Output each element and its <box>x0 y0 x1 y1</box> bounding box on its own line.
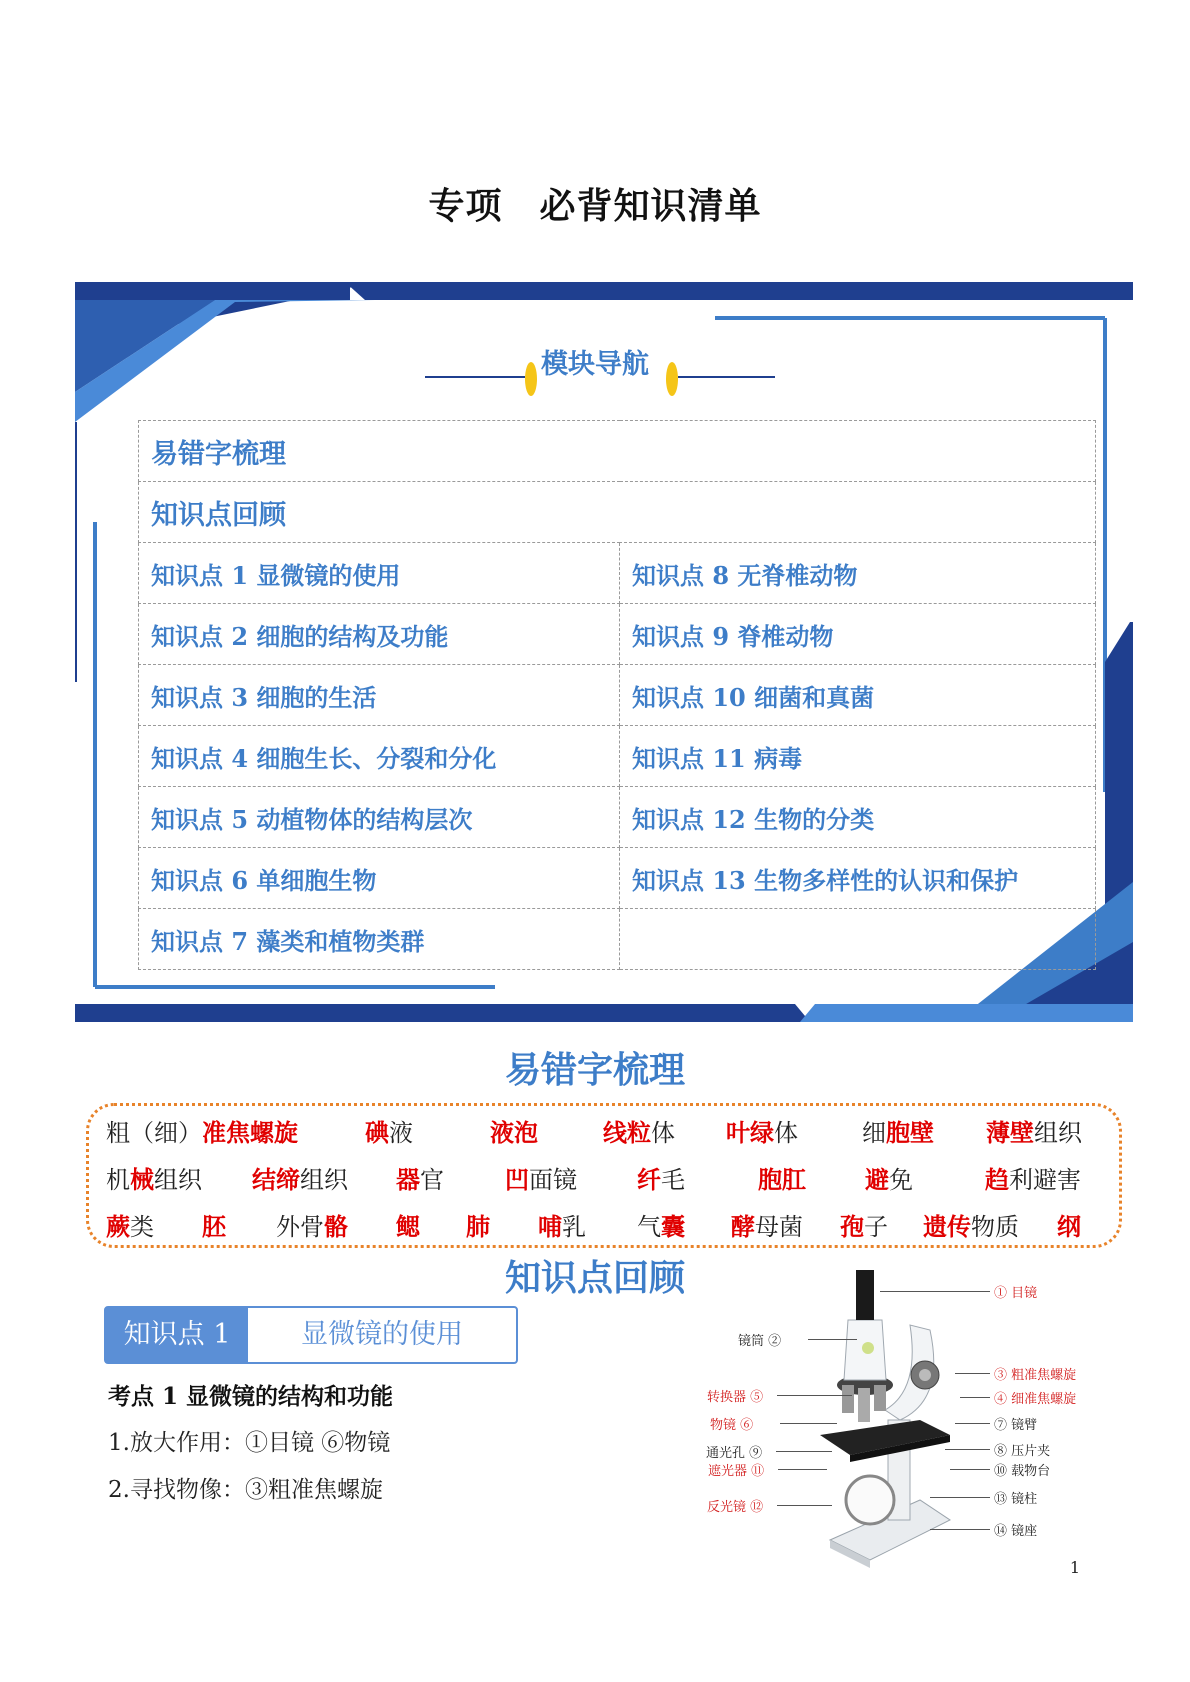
typo-word-highlight: 酵 <box>731 1212 755 1241</box>
microscope-part-label: ⑩ 载物台 <box>994 1464 1051 1479</box>
typo-word-plain: 利避害 <box>1009 1166 1081 1194</box>
typo-word <box>923 1207 1019 1242</box>
nav-link-kp5[interactable]: 知识点 5 动植物体的结构层次 <box>139 787 620 848</box>
typo-word-highlight: 薄壁 <box>986 1118 1034 1147</box>
microscope-part-label: 物镜 ⑥ <box>710 1418 754 1433</box>
microscope-pointer-line <box>960 1397 990 1398</box>
typo-word <box>505 1160 577 1195</box>
nav-link-typos[interactable]: 易错字梳理 <box>139 421 1096 482</box>
typo-word-plain: 液 <box>389 1119 413 1147</box>
typo-word <box>466 1207 490 1242</box>
typo-word-highlight: 避 <box>865 1165 889 1194</box>
nav-table <box>138 420 1096 970</box>
typo-word <box>603 1113 675 1148</box>
microscope-pointer-line <box>930 1497 990 1498</box>
microscope-pointer-line <box>945 1449 990 1450</box>
nav-link-kp13[interactable]: 知识点 13 生物多样性的认识和保护 <box>620 848 1096 909</box>
nav-link-review[interactable]: 知识点回顾 <box>139 482 1096 543</box>
microscope-part-label: 通光孔 ⑨ <box>706 1446 763 1461</box>
typo-word-plain: 毛 <box>661 1166 685 1194</box>
typo-word-highlight: 线粒 <box>603 1118 651 1147</box>
microscope-pointer-line <box>777 1395 852 1396</box>
nav-heading: 模块导航 <box>541 349 649 380</box>
typo-word-plain: 母菌 <box>755 1213 803 1241</box>
typo-word <box>840 1207 888 1242</box>
microscope-pointer-line <box>780 1423 837 1424</box>
typo-section-heading: 易错字梳理 <box>504 1049 685 1091</box>
nav-link-kp3[interactable]: 知识点 3 细胞的生活 <box>139 665 620 726</box>
typo-word-highlight: 械 <box>130 1165 154 1194</box>
typo-word-plain: 气 <box>637 1213 661 1241</box>
typo-word <box>365 1113 413 1148</box>
microscope-part-label: ⑦ 镜臂 <box>994 1418 1038 1433</box>
typo-word <box>862 1113 934 1148</box>
typo-word-plain: 组织 <box>154 1166 202 1194</box>
typo-word-highlight: 准焦螺旋 <box>202 1118 298 1147</box>
microscope-part-label: ① 目镜 <box>994 1286 1038 1301</box>
typo-word-highlight: 纤 <box>637 1165 661 1194</box>
typo-word <box>986 1113 1082 1148</box>
microscope-part-label: ⑬ 镜柱 <box>994 1492 1038 1507</box>
typo-word-plain: 子 <box>864 1213 888 1241</box>
typo-word-highlight: 趋 <box>985 1165 1009 1194</box>
typo-word-highlight: 胞壁 <box>886 1118 934 1147</box>
microscope-part-label: 反光镜 ⑫ <box>707 1500 764 1515</box>
typo-word-highlight: 纲 <box>1057 1212 1081 1241</box>
nav-link-kp12[interactable]: 知识点 12 生物的分类 <box>620 787 1096 848</box>
microscope-part-label: ⑭ 镜座 <box>994 1524 1038 1539</box>
microscope-pointer-line <box>955 1373 990 1374</box>
nav-empty-cell <box>620 909 1096 970</box>
typo-word-highlight: 叶绿 <box>726 1118 774 1147</box>
microscope-illustration <box>770 1270 990 1570</box>
nav-link-kp7[interactable]: 知识点 7 藻类和植物类群 <box>139 909 620 970</box>
typo-word <box>106 1113 298 1148</box>
microscope-part-label: ③ 粗准焦螺旋 <box>994 1368 1077 1383</box>
microscope-pointer-line <box>930 1529 990 1530</box>
typo-word <box>396 1160 444 1195</box>
nav-link-kp9[interactable]: 知识点 9 脊椎动物 <box>620 604 1096 665</box>
typo-word-highlight: 囊 <box>661 1212 685 1241</box>
typo-word-highlight: 遗传 <box>923 1212 971 1241</box>
typo-word-highlight: 肺 <box>466 1212 490 1241</box>
typo-word <box>276 1207 348 1242</box>
review-section-heading: 知识点回顾 <box>504 1257 685 1299</box>
microscope-part-label: 遮光器 ⑪ <box>708 1464 765 1479</box>
typo-word-highlight: 哺 <box>538 1212 562 1241</box>
typo-word <box>865 1160 913 1195</box>
typo-word <box>202 1207 226 1242</box>
typo-word-plain: 体 <box>774 1119 798 1147</box>
content-line-2: 2.寻找物像：③粗准焦螺旋 <box>108 1477 383 1503</box>
typo-word <box>985 1160 1081 1195</box>
microscope-pointer-line <box>776 1451 832 1452</box>
typo-word-highlight: 结缔 <box>252 1165 300 1194</box>
typo-word <box>637 1160 685 1195</box>
typo-word-highlight: 胚 <box>202 1212 226 1241</box>
microscope-pointer-line <box>777 1505 832 1506</box>
kp-tag-number: 知识点 1 <box>106 1308 248 1362</box>
typo-word <box>731 1207 803 1242</box>
typo-word <box>726 1113 798 1148</box>
nav-link-kp1[interactable]: 知识点 1 显微镜的使用 <box>139 543 620 604</box>
typo-word-plain: 体 <box>651 1119 675 1147</box>
nav-link-kp11[interactable]: 知识点 11 病毒 <box>620 726 1096 787</box>
microscope-part-label: 转换器 ⑤ <box>707 1390 764 1405</box>
typo-word-plain: 细 <box>862 1119 886 1147</box>
typo-word-highlight: 器 <box>396 1165 420 1194</box>
typo-word-highlight: 液泡 <box>490 1118 538 1147</box>
typo-word-plain: 粗（细） <box>106 1119 202 1147</box>
page-title: 专项 必背知识清单 <box>428 185 762 227</box>
typo-word <box>758 1160 806 1195</box>
typo-word <box>252 1160 348 1195</box>
typo-word-highlight: 骼 <box>324 1212 348 1241</box>
typo-word <box>637 1207 685 1242</box>
typo-word-highlight: 凹 <box>505 1165 529 1194</box>
microscope-part-label: ④ 细准焦螺旋 <box>994 1392 1077 1407</box>
typo-word-plain: 免 <box>889 1166 913 1194</box>
typo-word-plain: 乳 <box>562 1213 586 1241</box>
typo-word-plain: 面镜 <box>529 1166 577 1194</box>
typo-word-plain: 机 <box>106 1166 130 1194</box>
page-number: 1 <box>1069 1558 1080 1577</box>
microscope-pointer-line <box>880 1291 990 1292</box>
microscope-pointer-line <box>808 1339 857 1340</box>
typo-word-plain: 外骨 <box>276 1213 324 1241</box>
nav-link-kp10[interactable]: 知识点 10 细菌和真菌 <box>620 665 1096 726</box>
typo-word-plain: 物质 <box>971 1213 1019 1241</box>
typo-word <box>490 1113 538 1148</box>
typo-word <box>1057 1207 1081 1242</box>
microscope-part-label: 镜筒 ② <box>738 1334 782 1349</box>
typo-word-highlight: 碘 <box>365 1118 389 1147</box>
typo-word-highlight: 鳃 <box>396 1212 420 1241</box>
typo-word-plain: 组织 <box>300 1166 348 1194</box>
nav-link-kp2[interactable]: 知识点 2 细胞的结构及功能 <box>139 604 620 665</box>
typo-word <box>106 1207 154 1242</box>
exam-point-title: 考点 1 显微镜的结构和功能 <box>108 1383 394 1410</box>
microscope-pointer-line <box>950 1469 990 1470</box>
microscope-pointer-line <box>955 1423 990 1424</box>
typo-word-plain: 组织 <box>1034 1119 1082 1147</box>
microscope-pointer-line <box>778 1469 827 1470</box>
nav-link-kp4[interactable]: 知识点 4 细胞生长、分裂和分化 <box>139 726 620 787</box>
microscope-part-label: ⑧ 压片夹 <box>994 1444 1051 1459</box>
typo-word <box>396 1207 420 1242</box>
typo-word <box>538 1207 586 1242</box>
typo-word-highlight: 胞肛 <box>758 1165 806 1194</box>
typo-word-plain: 类 <box>130 1213 154 1241</box>
kp-tag-title: 显微镜的使用 <box>301 1319 463 1350</box>
typo-word-highlight: 孢 <box>840 1212 864 1241</box>
typo-word <box>106 1160 202 1195</box>
knowledge-point-tag <box>104 1306 518 1364</box>
typo-word-highlight: 蕨 <box>106 1212 130 1241</box>
typo-word-plain: 官 <box>420 1166 444 1194</box>
nav-link-kp6[interactable]: 知识点 6 单细胞生物 <box>139 848 620 909</box>
content-line-1: 1.放大作用：①目镜 ⑥物镜 <box>108 1430 391 1456</box>
nav-link-kp8[interactable]: 知识点 8 无脊椎动物 <box>620 543 1096 604</box>
